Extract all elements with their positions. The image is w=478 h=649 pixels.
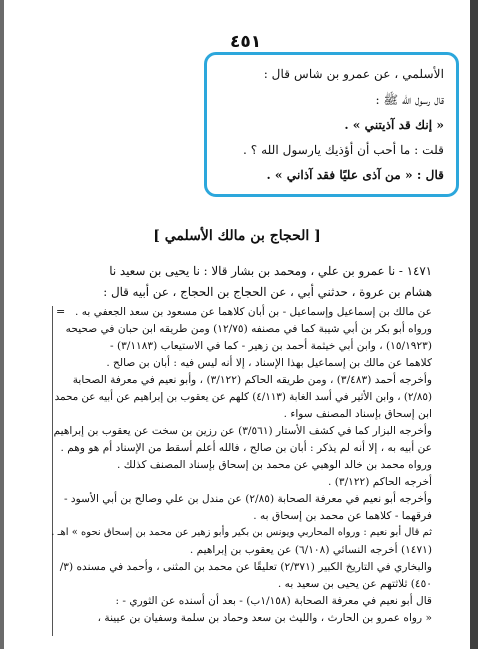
footnote-line: فرقهما - كلاهما عن محمد بن إسحاق به . [253, 510, 432, 522]
footnote-line: وأخرجه أحمد (٣/٤٨٣) ، ومن طريقه الحاكم (٣/١٢٢) ، وأبو نعيم في معرفة الصحابة [72, 374, 432, 386]
section-heading: [ الحجاج بن مالك الأسلمي ] [153, 228, 321, 244]
footnote-line: كلاهما عن مالك بن إسماعيل بهذا الإسناد ، إلا أنه ليس فيه : أبان بن صالح . [106, 357, 432, 369]
footnote-line: أخرجه الحاكم (٣/١٢٢) . [328, 476, 432, 488]
footnote-marker: = [56, 305, 66, 318]
footnote-line: قال أبو نعيم في معرفة الصحابة (١/١٥٨ب) - بعد أن أسنده عن الثوري - : [115, 595, 432, 607]
footnote-line: وأخرجه أبو نعيم في معرفة الصحابة (٢/٨٥) عن مندل بن علي وصالح بن أبي الأسود - [63, 493, 432, 505]
footnote-line: ورواه محمد بن خالد الوهبي عن محمد بن إسحاق بإسناد المصنف كذلك . [117, 459, 432, 471]
footnote-separator [52, 306, 53, 636]
footnote-line: ٤٥٠) ثلاثتهم عن يحيى بن سعيد به . [277, 578, 432, 590]
footnote-line: ثم قال أبو نعيم : ورواه المحاربي ويونس بن بكير وأبو زهير عن محمد بن إسحاق نحوه » اهـ . [51, 527, 432, 538]
hadith-line-1: ١٤٧١ - نا عمرو بن علي ، ومحمد بن بشار قالا : نا يحيى بن سعيد نا [109, 264, 432, 278]
callout-line-5: قال : « من آذى عليًا فقد آذاني » . [266, 168, 444, 182]
callout-line-1: الأسلمي ، عن عمرو بن شاس قال : [263, 67, 444, 81]
page-number: ٤٥١ [230, 32, 262, 52]
footnote-line: والبخاري في التاريخ الكبير (٢/٣٧١) تعليقًا عن محمد بن المثنى ، وأحمد في مسنده (٣/ [59, 561, 432, 573]
hadith-line-2: هشام بن عروة ، حدثني أبي ، عن الحجاج بن الحجاج ، عن أبيه قال : [103, 285, 432, 299]
footnote-line: عن مالك بن إسماعيل وإسماعيل - بن أبان كلاهما عن مسعود بن سعد الجعفي به . [75, 306, 432, 318]
footnote-line: (٢/٨٥) ، وابن الأثير في أسد الغابة (٤/١١٣) كلهم عن يعقوب بن إبراهيم عن أبيه عن محمد [54, 391, 432, 403]
footnote-line: « رواه عمرو بن الحارث ، والليث بن سعد وحماد بن سلمة وسفيان بن عيينة ، [97, 612, 432, 624]
document-page [4, 0, 470, 649]
callout-line-3: « إنك قد آذيتني » . [344, 118, 444, 132]
footnote-line: عن أبيه به ، إلا أنه لم يذكر : أبان بن صالح ، فالله أعلم أسقط من الإسناد أم هو وهم . [60, 442, 432, 454]
footnote-line: (١٥/١٩٢٣) ، وابن أبي خيثمة أحمد بن زهير - كما في الاستيعاب (٣/١١٨٣) - [110, 340, 432, 352]
footnote-line: ورواه أبو بكر بن أبي شيبة كما في مصنفه (١٢/٧٥) ومن طريقه ابن حبان في صحيحه [65, 323, 432, 335]
page-edge-shadow [470, 0, 478, 649]
footnote-line: ابن إسحاق بإسناد المصنف سواء . [283, 408, 432, 420]
callout-line-4: قلت : ما أحب أن أؤذيك يارسول الله ؟ . [243, 143, 444, 157]
footnote-line: وأخرجه البزار كما في كشف الأستار (٣/٥٦١) عن رزين بن سخت عن يعقوب بن إبراهيم [53, 425, 432, 437]
footnote-line: (١٤٧١) أخرجه النسائي (٦/١٠٨) عن يعقوب بن إبراهيم . [189, 544, 432, 556]
callout-line-2: قال رسول الله ﷺ : [375, 93, 444, 107]
